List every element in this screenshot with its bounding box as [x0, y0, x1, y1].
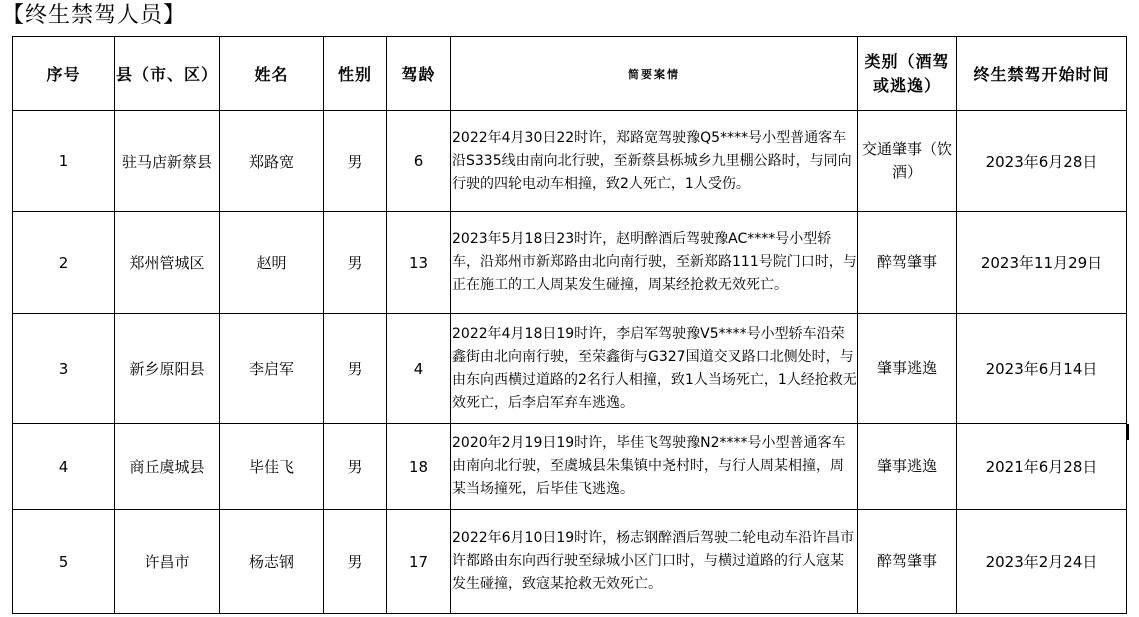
cell-index: 4	[13, 424, 115, 510]
table-row	[13, 212, 1127, 314]
cell-category: 肇事逃逸	[858, 424, 957, 510]
header-ban-start: 终生禁驾开始时间	[957, 37, 1127, 111]
header-category: 类别（酒驾或逃逸）	[858, 37, 957, 111]
table-row	[13, 510, 1127, 614]
cell-category: 醉驾肇事	[858, 212, 957, 314]
cell-gender: 男	[324, 111, 387, 212]
table-header-row	[13, 37, 1127, 111]
cell-name: 赵明	[220, 212, 324, 314]
cell-gender: 男	[324, 314, 387, 424]
cell-ban-start: 2023年2月24日	[957, 510, 1127, 614]
banned-drivers-table	[12, 36, 1127, 614]
cell-index: 2	[13, 212, 115, 314]
cell-county: 驻马店新蔡县	[115, 111, 220, 212]
cell-driving-years: 4	[387, 314, 451, 424]
cell-case-summary: 2022年4月30日22时许，郑路宽驾驶豫Q5****号小型普通客车沿S335线由南向北行驶，至新蔡县栎城乡九里棚公路时，与同向行驶的四轮电动车相撞，致2人死亡，1人受伤。	[451, 111, 858, 212]
cell-category: 交通肇事（饮酒）	[858, 111, 957, 212]
cell-name: 毕佳飞	[220, 424, 324, 510]
cell-index: 3	[13, 314, 115, 424]
cell-ban-start: 2021年6月28日	[957, 424, 1127, 510]
header-case-summary: 简要案情	[451, 37, 858, 111]
cell-category: 肇事逃逸	[858, 314, 957, 424]
table-row	[13, 314, 1127, 424]
header-driving-years: 驾龄	[387, 37, 451, 111]
cell-name: 杨志钢	[220, 510, 324, 614]
cell-gender: 男	[324, 212, 387, 314]
cell-name: 郑路宽	[220, 111, 324, 212]
cell-case-summary: 2020年2月19日19时许，毕佳飞驾驶豫N2****号小型普通客车由南向北行驶，至虞城县朱集镇中尧村时，与行人周某相撞，周某当场撞死，后毕佳飞逃逸。	[451, 424, 858, 510]
cell-driving-years: 6	[387, 111, 451, 212]
edge-marker	[1126, 424, 1129, 440]
cell-driving-years: 17	[387, 510, 451, 614]
header-county: 县（市、区）	[115, 37, 220, 111]
page-title: 【终生禁驾人员】	[2, 3, 187, 28]
cell-gender: 男	[324, 510, 387, 614]
header-index: 序号	[13, 37, 115, 111]
cell-driving-years: 18	[387, 424, 451, 510]
cell-case-summary: 2023年5月18日23时许，赵明醉酒后驾驶豫AC****号小型轿车，沿郑州市新郑路由北向南行驶，至新郑路111号院门口时，与正在施工的工人周某发生碰撞，周某经抢救无效死亡。	[451, 212, 858, 314]
cell-index: 1	[13, 111, 115, 212]
cell-index: 5	[13, 510, 115, 614]
header-name: 姓名	[220, 37, 324, 111]
cell-ban-start: 2023年11月29日	[957, 212, 1127, 314]
cell-category: 醉驾肇事	[858, 510, 957, 614]
cell-name: 李启军	[220, 314, 324, 424]
cell-ban-start: 2023年6月28日	[957, 111, 1127, 212]
cell-county: 新乡原阳县	[115, 314, 220, 424]
cell-county: 许昌市	[115, 510, 220, 614]
cell-gender: 男	[324, 424, 387, 510]
cell-county: 商丘虞城县	[115, 424, 220, 510]
cell-driving-years: 13	[387, 212, 451, 314]
header-gender: 性别	[324, 37, 387, 111]
cell-case-summary: 2022年6月10日19时许，杨志钢醉酒后驾驶二轮电动车沿许昌市许都路由东向西行驶至绿城小区门口时，与横过道路的行人寇某发生碰撞，致寇某抢救无效死亡。	[451, 510, 858, 614]
cell-case-summary: 2022年4月18日19时许，李启军驾驶豫V5****号小型轿车沿荣鑫街由北向南行驶，至荣鑫街与G327国道交叉路口北侧处时，与由东向西横过道路的2名行人相撞，致1人当场死亡，1人经抢救无效死亡，后李启军弃车逃逸。	[451, 314, 858, 424]
cell-county: 郑州管城区	[115, 212, 220, 314]
table-row	[13, 111, 1127, 212]
cell-ban-start: 2023年6月14日	[957, 314, 1127, 424]
table-row	[13, 424, 1127, 510]
